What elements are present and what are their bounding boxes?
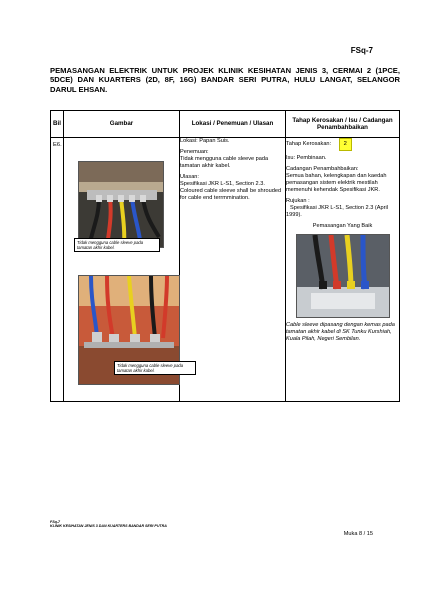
tahap-label: Tahap Kerosakan: (286, 141, 332, 147)
cadangan-text: Semua bahan, kelengkapan dan kaedah pemasangan sistem elektrik mestilah memenuhi kehendak Spesifikasi JKR. (286, 173, 387, 193)
pemasangan-heading: Pemasangan Yang Baik (312, 223, 373, 229)
table-header-row (51, 111, 400, 138)
lokasi-text: Lokasi: Papan Suis. (180, 138, 230, 144)
row-bil: E6. (51, 138, 64, 402)
rujukan-label: Rujukan : (286, 198, 310, 204)
findings-table (50, 110, 400, 402)
switchboard-photo-1 (78, 161, 164, 248)
footer-code (50, 520, 167, 528)
header-bil: Bil (51, 111, 64, 138)
tahap-cell (286, 138, 400, 402)
good-photo-caption: Cable sleeve dipasang dengan kemas pada tamatan akhir kabel di SK Tunku Kurshiah, Kuala Pilah, Negeri Sembilan. (286, 322, 395, 342)
ulasan-text: Spesifikasi JKR L-S1, Section 2.3. Coloured cable sleeve shall be shrouded for cable end terrmmination. (180, 181, 282, 201)
header-lokasi: Lokasi / Penemuan / Ulasan (180, 111, 286, 138)
good-installation-photo (296, 234, 390, 318)
footer-line-1: FSq-7 (50, 520, 60, 524)
ulasan-label: Ulasan: (180, 174, 199, 180)
photo-cell (64, 138, 184, 402)
header-gambar: Gambar (64, 111, 180, 138)
doc-title: PEMASANGAN ELEKTRIK UNTUK PROJEK KLINIK KESIHATAN JENIS 3, CERMAI 2 (1PCE, 5DCE) DAN KUARTERS (2D, 8F, 16G) BANDAR SERI PUTRA, HULU LANGAT, SELANGOR DARUL EHSAN. (50, 66, 400, 94)
penemuan-label: Penemuan: (180, 149, 209, 155)
cadangan-label: Cadangan Penambahbaikan: (286, 166, 359, 172)
photo-1-caption: Tidak mengguna cable sleeve pada tamatan akhir kabel. (74, 238, 160, 252)
severity-badge: 2 (339, 138, 352, 151)
footer-line-2: KLINIK KESIHATAN JENIS 3 DAN KUARTERS BANDAR SERI PUTRA (50, 524, 167, 529)
isu-text: Isu: Pembinaan. (286, 155, 327, 161)
rujukan-text: Spesifikasi JKR L-S1, Section 2.3 (April 1999). (286, 205, 388, 218)
penemuan-text: Tidak mengguna cable sleeve pada tamatan akhir kabel. (180, 156, 269, 169)
page-number: Muka 8 / 15 (343, 531, 373, 537)
doc-code: FSq-7 (350, 46, 373, 55)
header-tahap: Tahap Kerosakan / Isu / Cadangan Penambahbaikan (286, 111, 400, 138)
photo-2-caption: Tidak mengguna cable sleeve pada tamatan akhir kabel. (114, 361, 196, 375)
table-row (51, 138, 400, 402)
